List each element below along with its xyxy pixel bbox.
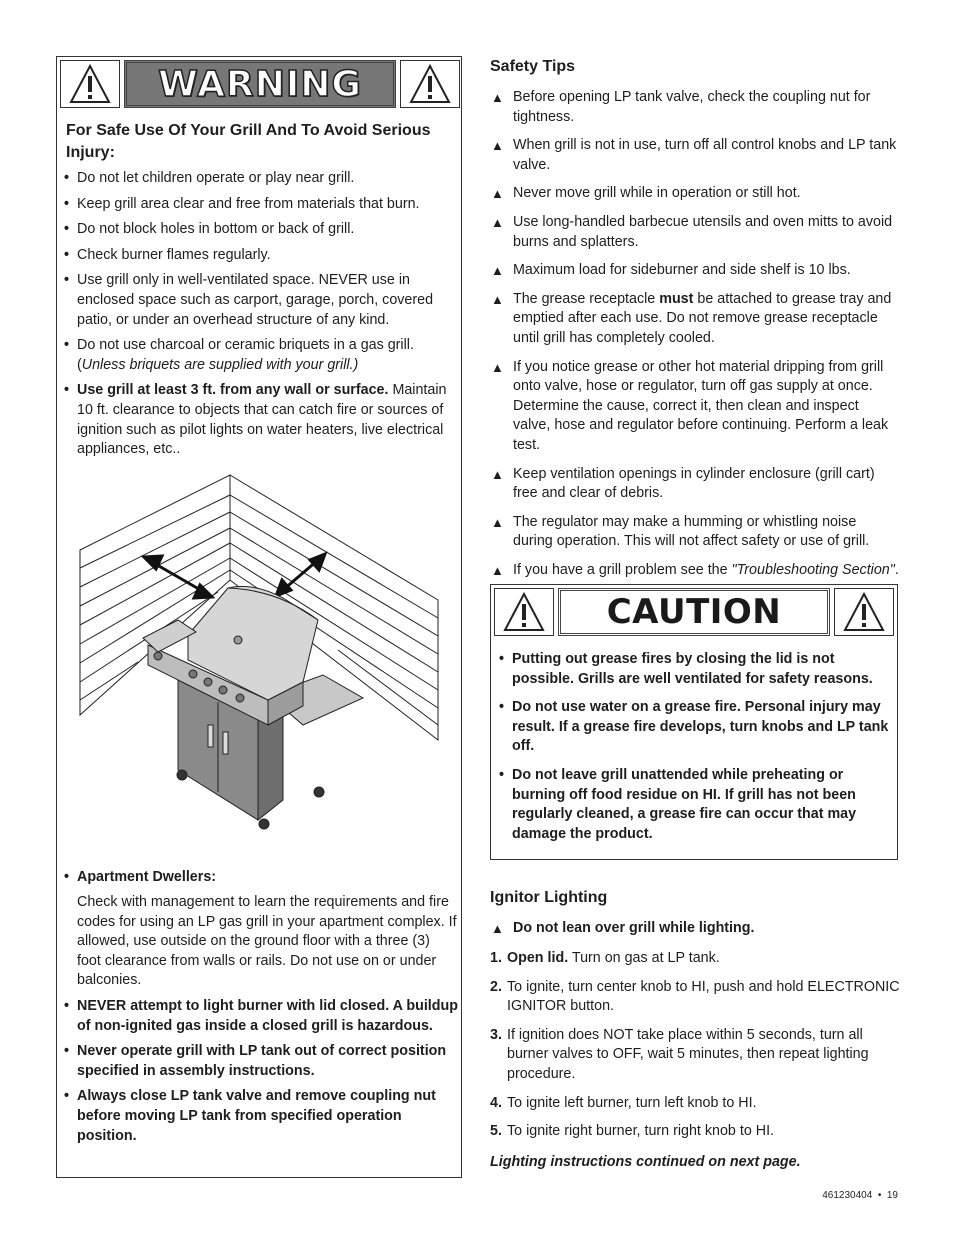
warning-triangle-icon bbox=[400, 60, 460, 108]
step-item: 5. To ignite right burner, turn right knob to HI. bbox=[490, 1123, 775, 1140]
list-item: ▲ The regulator may make a humming or whistling noise during operation. This will not affect safety or use of grill. bbox=[491, 513, 899, 552]
page-footer: 461230404 • 19 bbox=[822, 1190, 898, 1201]
warning-list bbox=[64, 169, 458, 460]
list-item: ▲ If you notice grease or other hot material dripping from grill onto valve, hose or regulator, turn off gas supply at once. Determine the cause, correct it, then clean and inspect valve, hose and regulator before continuing. Perform a leak test. bbox=[491, 358, 899, 456]
grill-clearance-illustration bbox=[78, 470, 442, 840]
warning-banner bbox=[60, 60, 460, 108]
list-item: ▲ Use long-handled barbecue utensils and oven mitts to avoid burns and splatters. bbox=[491, 213, 899, 252]
list-item: • Do not block holes in bottom or back of grill. bbox=[64, 220, 458, 240]
warning-triangle-icon bbox=[494, 588, 554, 636]
safety-tips-title: Safety Tips bbox=[490, 58, 576, 75]
caution-banner bbox=[494, 588, 894, 636]
caution-list bbox=[499, 650, 891, 844]
list-item: • Do not use charcoal or ceramic briquets in a gas grill. (Unless briquets are supplied with your grill.) bbox=[64, 336, 458, 375]
list-item: • Apartment Dwellers: bbox=[64, 868, 458, 888]
step-item: 4. To ignite left burner, turn left knob to HI. bbox=[490, 1094, 757, 1111]
list-item: • Use grill at least 3 ft. from any wall or surface. Maintain 10 ft. clearance to objects that can catch fire or sources of ignition such as pilot lights on water heaters, live electrical appliances, etc.. bbox=[64, 381, 458, 459]
warning-triangle-icon bbox=[834, 588, 894, 636]
warning-bold-list bbox=[64, 997, 458, 1146]
list-item: • Always close LP tank valve and remove coupling nut before moving LP tank from specified operation position. bbox=[64, 1087, 458, 1146]
list-item: ▲ Never move grill while in operation or still hot. bbox=[491, 184, 899, 204]
list-item: • Do not use water on a grease fire. Personal injury may result. If a grease fire develops, turn knobs and LP tank off. bbox=[499, 698, 891, 757]
list-item: • Never operate grill with LP tank out of correct position specified in assembly instructions. bbox=[64, 1042, 458, 1081]
list-item: ▲ If you have a grill problem see the "Troubleshooting Section". bbox=[491, 561, 899, 581]
warning-triangle-icon bbox=[60, 60, 120, 108]
list-item: ▲ Maximum load for sideburner and side shelf is 10 lbs. bbox=[491, 261, 899, 281]
list-item: • Do not let children operate or play near grill. bbox=[64, 169, 458, 189]
continued-note: Lighting instructions continued on next page. bbox=[490, 1154, 801, 1170]
list-item: • Do not leave grill unattended while preheating or burning off food residue on HI. If grill has not been regularly cleaned, a grease fire can occur that may damage the product. bbox=[499, 766, 891, 844]
step-item: 3. If ignition does NOT take place within 5 seconds, turn all burner valves to OFF, wait 5 minutes, then repeat lighting procedure. bbox=[490, 1026, 869, 1082]
ignitor-title: Ignitor Lighting bbox=[490, 889, 608, 906]
step-item: 2. To ignite, turn center knob to HI, push and hold ELECTRONIC IGNITOR button. bbox=[490, 978, 900, 1015]
list-item: • NEVER attempt to light burner with lid closed. A buildup of non-ignited gas inside a closed grill is hazardous. bbox=[64, 997, 458, 1036]
step-item: 1. Open lid. Turn on gas at LP tank. bbox=[490, 950, 720, 966]
list-item: • Use grill only in well-ventilated space. NEVER use in enclosed space such as carport, garage, porch, covered patio, or under an overhead structure of any kind. bbox=[64, 271, 458, 330]
ignitor-warning bbox=[491, 919, 899, 939]
list-item: • Keep grill area clear and free from materials that burn. bbox=[64, 195, 458, 215]
list-item: • Putting out grease fires by closing the lid is not possible. Grills are well ventilated for safety reasons. bbox=[499, 650, 891, 689]
list-item: ▲ The grease receptacle must be attached to grease tray and emptied after each use. Do not remove grease receptacle until grill has completely cooled. bbox=[491, 290, 899, 349]
list-item: ▲ Before opening LP tank valve, check the coupling nut for tightness. bbox=[491, 88, 899, 127]
safety-tips-list bbox=[491, 88, 899, 580]
warning-heading: For Safe Use Of Your Grill And To Avoid Serious Injury: bbox=[66, 122, 431, 161]
list-item: ▲ When grill is not in use, turn off all control knobs and LP tank valve. bbox=[491, 136, 899, 175]
ignitor-steps bbox=[490, 949, 900, 1142]
list-item: ▲ Keep ventilation openings in cylinder enclosure (grill cart) free and clear of debris. bbox=[491, 465, 899, 504]
list-item: • Check burner flames regularly. bbox=[64, 246, 458, 266]
apartment-text: Check with management to learn the requirements and fire codes for using an LP gas grill in your apartment complex. If allowed, use outside on the ground floor with a three (3) foot clearance from walls or rails. Do not use on or under balconies. bbox=[77, 894, 457, 989]
list-item: ▲ Do not lean over grill while lighting. bbox=[491, 919, 899, 939]
warning-word: WARNING bbox=[124, 60, 396, 108]
caution-word: CAUTION bbox=[558, 588, 830, 636]
apartment-list bbox=[64, 868, 458, 888]
